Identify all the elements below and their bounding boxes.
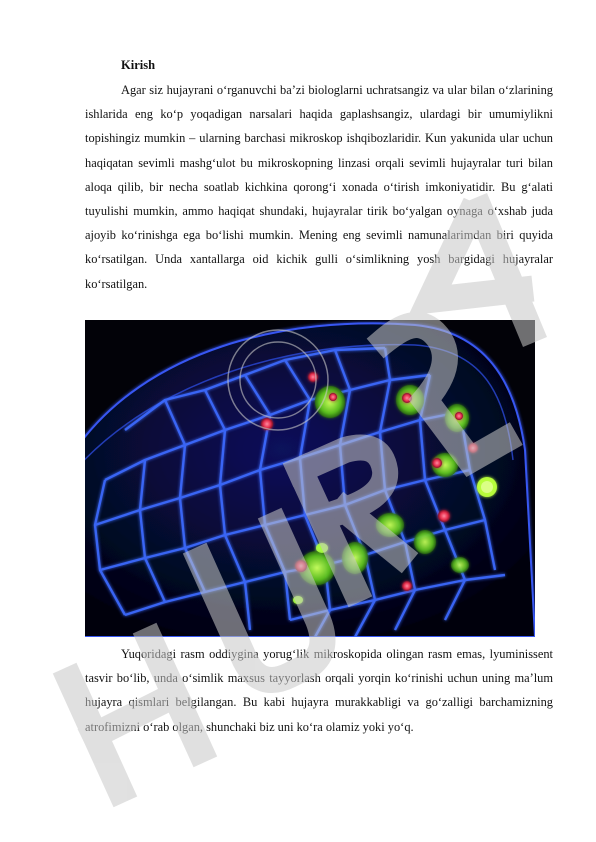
chloroplast-cluster	[342, 542, 368, 574]
cell-nucleus	[329, 393, 337, 401]
cell-nucleus	[455, 412, 463, 420]
section-heading: Kirish	[121, 58, 156, 72]
cell-nucleus	[308, 372, 318, 382]
micrograph-image	[85, 320, 535, 637]
cell-nucleus	[261, 418, 273, 430]
chloroplast-cluster	[316, 543, 328, 553]
cell-nucleus	[402, 393, 412, 403]
cell-nucleus	[402, 581, 412, 591]
chloroplast-cluster	[414, 530, 436, 554]
explanation-paragraph: Yuqoridagi rasm oddiygina yorug‘lik mikroskopida olingan rasm emas, lyuminissent tasvir bo‘lib, unda o‘simlik maxsus tayyorlash orqali yorqin ko‘rinishi uchun uning ma’lum hujayra qismlari belgilangan. Bu kabi hujayra murakkabligi va go‘zalligi barchamizning atrofimizni o‘rab olgan, shunchaki biz uni ko‘ra olamiz yoki yo‘q.	[85, 647, 553, 734]
chloroplast-cluster	[451, 557, 469, 573]
cell-nucleus	[468, 443, 478, 453]
chloroplast-cluster	[376, 513, 404, 537]
cell-nucleus	[432, 458, 442, 468]
cell-nucleus	[295, 560, 307, 572]
intro-paragraph: Agar siz hujayrani o‘rganuvchi ba’zi biologlarni uchratsangiz va ular bilan o‘zlarining ishlarida eng ko‘p yoqadigan narsalari haqida gaplashsangiz, ulardagi bir umumiylikni topishingiz mumkin – ularning barchasi mikroskop ishqibozlaridir. Kun yakunida ular uchun haqiqatan sevimli mashg‘ulot bu mikroskopning linzasi orqali sevimli hujayralar turi bilan aloqa qilib, bir necha soatlab kichkina qorong‘i xonada o‘tirish imkoniyatidir. Bu g‘alati tuyulishi mumkin, ammo haqiqat shundaki, hujayralar tirik bo‘yalgan oynaga o‘xshab juda ajoyib ko‘rinishga ega bo‘lishi mumkin. Mening eng sevimli namunalarimdan biri quyida ko‘rsatilgan. Unda xantallarga oid kichik gulli o‘simlikning yosh bargidagi hujayralar ko‘rsatilgan.	[85, 83, 553, 291]
chloroplast-cluster	[293, 596, 303, 604]
cell-nucleus	[438, 510, 450, 522]
chloroplast-cluster	[315, 386, 345, 418]
